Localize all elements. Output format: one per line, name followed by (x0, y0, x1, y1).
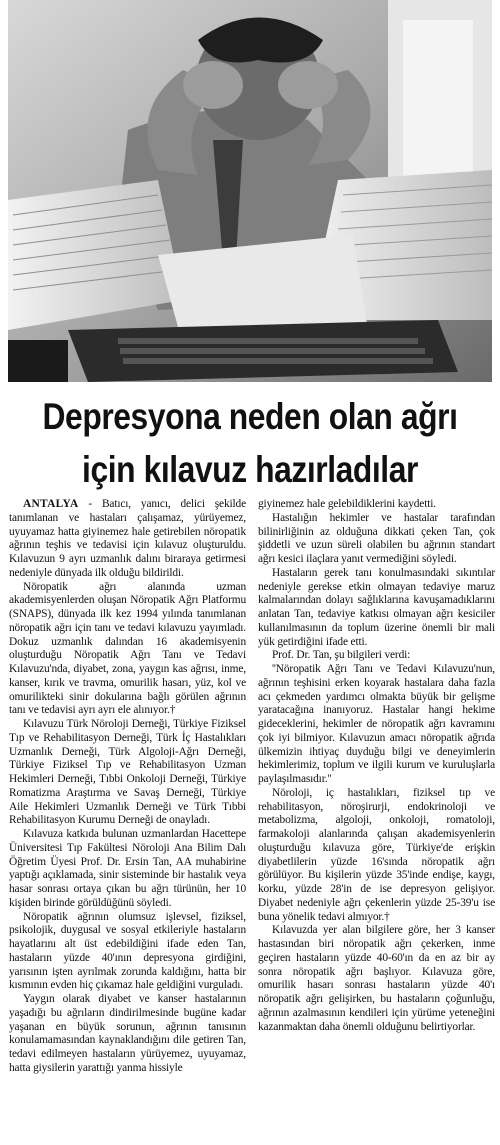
stressed-man-at-desk-photo (8, 0, 492, 382)
paragraph: Hastalığın hekimler ve hastalar tarafından bilinirliğinin az olduğuna dikkati çeken Tan, çok şiddetli ve uzun süreli olabilen bu ağrının standart ağrı kesici ilaçlara yanıt vermediğini söyledi. (258, 511, 495, 565)
dateline: ANTALYA (23, 498, 79, 510)
paragraph: Prof. Dr. Tan, şu bilgileri verdi: (272, 649, 411, 662)
paragraph: Nöropatik ağrının olumsuz işlevsel, fiziksel, psikolojik, duygusal ve sosyal etkileriyle hastaların hayatlarını alt üst edebildiğini ifade eden Tan, hastaların yüzde 40'ının depresyona girdiğini, yarısının işten ayrılmak zorunda kaldığını, hatta bir kısmının evden hiç çıkamaz hale geldiğini vurguladı. (9, 910, 246, 992)
quote-paragraph: ''Nöropatik Ağrı Tanı ve Tedavi Kılavuzu'nun, ağrının teşhisini erken koyarak hastalara daha fazla acı çekmeden yardımcı olmakta büyük bir gelişme yaratacağına inanıyoruz. Hastalar hangi hekime gideceklerini, hekimler de nöropatik ağrı kavramını çok iyi bilmiyor. Kılavuzun amacı nöropatik ağrıda ülkemizin ihtiyaç duyduğu bilgi ve deneyimlerin hekimlerimiz, toplum ve ilgili kurum ve kuruluşlarla paylaşılmasıdır.'' (258, 663, 495, 785)
paragraph: Kılavuza katkıda bulunan uzmanlardan Hacettepe Üniversitesi Tıp Fakültesi Nöroloji Ana Bilim Dalı Öğretim Üyesi Prof. Dr. Ersin Tan, AA muhabirine yaptığı açıklamada, sinir sisteminde bir hastalık veya hasar sonrası ortaya çıkan bu ağrı türünün, her 10 kişiden birinde görüldüğünü söyledi. (9, 828, 246, 909)
paragraph: Kılavuzu Türk Nöroloji Derneği, Türkiye Fiziksel Tıp ve Rehabilitasyon Derneği, Türk İç Hastalıkları Uzmanlık Derneği, Türk Algoloji-Ağrı Derneği, Türkiye Fiziksel Tıp ve Rehabilitasyon Uzman Hekimleri Derneği, Tıbbi Onkoloji Derneği, Türkiye Romatizma Araştırma ve Savaş Derneği, Türkiye Aile Hekimleri Uzmanlık Derneği ve Türk Tıbbi Rehabilitasyon Kurumu Derneği de onayladı. (9, 718, 246, 827)
article-column-left (9, 498, 246, 1076)
paragraph: Nöroloji, iç hastalıkları, fiziksel tıp ve rehabilitasyon, nöroşirurji, endokrinoloji ve metabolizma, algoloji, onkoloji, romatoloji, farmakoloji alanlarında çalışan akademisyenlerin oluşturduğu kılavuza göre, Türkiye'de erişkin diyabetlilerin yüzde 16'sında nöropatik ağrı görülüyor. Bu kişilerin yüzde 35'inde endişe, kaygı, korku, yüzde 28'in de ise depresyon gelişiyor. Diyabet nedeniyle ağrı çekenlerin yüzde 25-39'u ise buna yönelik tedavi almıyor.† (258, 786, 495, 923)
paragraph: giyinemez hale gelebildiklerini kaydetti. (258, 498, 436, 510)
article-column-right (258, 498, 495, 1034)
headline (35, 390, 465, 496)
headline-line-1: Depresyona neden olan ağrı (42, 396, 458, 437)
paragraph: Hastaların gerek tanı konulmasındaki sıkıntılar nedeniyle gerekse etkin olmayan tedaviye maruz kalmalarından dolayı sağlıklarına kavuşamadıklarını anlatan Tan, tedaviye katkısı olmayan ağrı kesiciler kullanılmasının da toplum üzerine önemli bir mali yük getirdiğini ifade etti. (258, 566, 495, 648)
paragraph: ANTALYA - Batıcı, yanıcı, delici şekilde tanımlanan ve hastaları çalışamaz, yürüyemez, uyuyamaz hatta giyinemez hale getirebilen nöropatik ağrının teşhis ve tedavisi için kılavuz oluşturuldu. Kılavuzun 9 ayrı uzmanlık dalını biraraya getirmesi nedeniyle dünyada ilk olduğu bildirildi. (9, 498, 246, 579)
paragraph: Kılavuzda yer alan bilgilere göre, her 3 kanser hastasından biri nöropatik ağrı çekerken, inme geçiren hastaların yüzde 40-60'ın da en az bir ay sonra nöropatik ağrı başlıyor. Kılavuza göre, omurilik hasarı sonrası hastaların yüzde 40'ı nöropatik ağrı gelişirken, bu hastaların çoğunluğu, ağrının azalmasının kendileri için yürüme yeteneğini kazanmaktan daha önemli olduğunu belirtiyorlar. (258, 924, 495, 1033)
paragraph: Nöropatik ağrı alanında uzman akademisyenlerden oluşan Nöropatik Ağrı Platformu (SNAPS), dünyada ilk kez 1994 yılında tanımlanan nöropatik ağrı için tanı ve tedavi kılavuzu yayımladı. Dokuz uzmanlık dalından 16 akademisyenin oluşturduğu Nöropatik Ağrı Tanı ve Tedavi Kılavuzu'nda, diyabet, zona, yaygın kas ağrısı, inme, kanser, kırık ve travma, omurilik hasarı, yüz, kol ve omurilikteki sinir dokularına bağlı görülen ağrının tanı ve tedavisi ayrı ayrı ele alınıyor.† (9, 580, 246, 717)
headline-line-2: için kılavuz hazırladılar (82, 449, 418, 490)
paragraph: Yaygın olarak diyabet ve kanser hastalarının yaşadığı bu ağrıların dindirilmesinde bugüne kadar yaşanan en büyük sorunun, ağrının tanısının konulamamasından kaynaklandığını dile getiren Tan, tedavi edilmeyen hastaların yürüyemez, uyuyamaz, hatta giysilerin yarattığı yanma hissiyle (9, 993, 246, 1074)
